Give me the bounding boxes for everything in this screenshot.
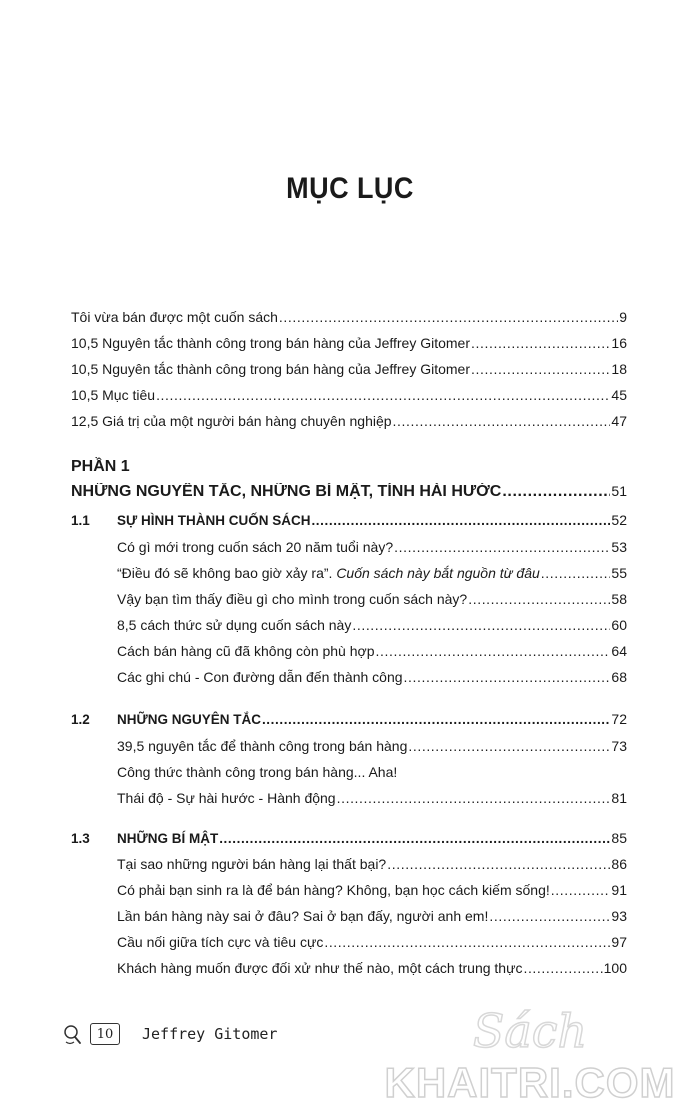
section-number: 1.3 — [71, 831, 90, 846]
part-label: PHẦN 1 — [71, 458, 130, 475]
toc-entry-text: Có gì mới trong cuốn sách 20 năm tuổi này? — [117, 539, 394, 555]
toc-entry[interactable] — [117, 565, 627, 581]
section-page: 72 — [611, 711, 627, 727]
toc-entry-text: Khách hàng muốn được đối xử như thế nào, một cách trung thực — [117, 960, 523, 976]
toc-entry[interactable] — [117, 738, 627, 754]
toc-entry[interactable] — [117, 790, 627, 806]
section-number: 1.1 — [71, 513, 90, 528]
leader-dots — [541, 565, 611, 581]
toc-entry-text: 12,5 Giá trị của một người bán hàng chuyên nghiệp — [71, 413, 392, 429]
watermark-brand: KHAITRI.COM — [384, 1059, 676, 1105]
toc-entry-text: Thái độ - Sự hài hước - Hành động — [117, 790, 336, 806]
toc-entry[interactable] — [71, 335, 627, 351]
toc-entry-text: Vậy bạn tìm thấy điều gì cho mình trong cuốn sách này? — [117, 591, 468, 607]
section-number: 1.2 — [71, 712, 90, 727]
toc-entry-text — [117, 565, 540, 581]
toc-entry-page: 73 — [611, 738, 627, 754]
leader-dots — [337, 790, 611, 806]
toc-entry-text: Cách bán hàng cũ đã không còn phù hợp — [117, 643, 375, 659]
toc-entry-text: 8,5 cách thức sử dụng cuốn sách này — [117, 617, 352, 633]
leader-dots — [219, 831, 610, 846]
toc-entry-page: 86 — [611, 856, 627, 872]
magnifier-swirl-icon — [62, 1022, 84, 1046]
leader-dots — [262, 712, 610, 727]
leader-dots — [408, 738, 610, 754]
toc-entry-text-regular: “Điều đó sẽ không bao giờ xảy ra”. — [117, 565, 333, 581]
toc-entry-page: 18 — [611, 361, 627, 377]
leader-dots — [393, 413, 611, 429]
leader-dots — [502, 483, 610, 501]
watermark-script: Sách — [472, 1004, 588, 1058]
toc-entry-text: Công thức thành công trong bán hàng... Aha! — [117, 764, 398, 780]
section-entry[interactable] — [117, 830, 627, 846]
toc-entry-text: Có phải bạn sinh ra là để bán hàng? Không, bạn học cách kiếm sống! — [117, 882, 550, 898]
toc-entry[interactable] — [117, 591, 627, 607]
leader-dots — [376, 643, 611, 659]
part-title-entry[interactable] — [71, 483, 627, 501]
section-title: NHỮNG BÍ MẬT — [117, 831, 219, 846]
toc-entry-page: 68 — [611, 669, 627, 685]
toc-entry[interactable] — [71, 309, 627, 325]
toc-entry-page: 81 — [611, 790, 627, 806]
page-footer — [62, 1022, 277, 1046]
toc-entry[interactable] — [117, 764, 627, 780]
toc-entry-text: 10,5 Nguyên tắc thành công trong bán hàng của Jeffrey Gitomer — [71, 361, 470, 377]
toc-entry-text: Tại sao những người bán hàng lại thất bại? — [117, 856, 387, 872]
leader-dots — [489, 908, 610, 924]
leader-dots — [311, 513, 610, 528]
toc-entry-page: 100 — [603, 960, 627, 976]
toc-entry[interactable] — [117, 617, 627, 633]
toc-entry-page: 91 — [611, 882, 627, 898]
toc-entry-text: 10,5 Mục tiêu — [71, 387, 156, 403]
toc-entry-text: Các ghi chú - Con đường dẫn đến thành công — [117, 669, 403, 685]
toc-entry-page: 60 — [611, 617, 627, 633]
toc-entry-page: 55 — [611, 565, 627, 581]
toc-entry[interactable] — [117, 669, 627, 685]
part-title: NHỮNG NGUYÊN TẮC, NHỮNG BÍ MẬT, TÍNH HÀI HƯỚC — [71, 483, 502, 500]
leader-dots — [551, 882, 611, 898]
toc-entry-text: 10,5 Nguyên tắc thành công trong bán hàng của Jeffrey Gitomer — [71, 335, 470, 351]
section-page: 52 — [611, 512, 627, 528]
toc-entry-text: Cầu nối giữa tích cực và tiêu cực — [117, 934, 324, 950]
leader-dots — [387, 856, 610, 872]
section-page: 85 — [611, 830, 627, 846]
toc-entry-text: Tôi vừa bán được một cuốn sách — [71, 309, 278, 325]
toc-entry[interactable] — [117, 960, 627, 976]
section-entry[interactable] — [117, 711, 627, 727]
footer-page-number: 10 — [90, 1023, 120, 1045]
section-title: NHỮNG NGUYÊN TẮC — [117, 712, 261, 727]
leader-dots — [523, 960, 602, 976]
leader-dots — [471, 361, 610, 377]
leader-dots — [394, 539, 610, 555]
toc-entry-page: 64 — [611, 643, 627, 659]
toc-entry-text: 39,5 nguyên tắc để thành công trong bán hàng — [117, 738, 408, 754]
leader-dots — [156, 387, 610, 403]
toc-entry-page: 9 — [619, 309, 627, 325]
toc-entry-page: 93 — [611, 908, 627, 924]
section-entry[interactable] — [117, 512, 627, 528]
toc-entry[interactable] — [117, 539, 627, 555]
leader-dots — [324, 934, 610, 950]
toc-entry[interactable] — [117, 643, 627, 659]
toc-entry[interactable] — [71, 387, 627, 403]
toc-entry-page: 47 — [611, 413, 627, 429]
toc-entry[interactable] — [117, 908, 627, 924]
leader-dots — [468, 591, 610, 607]
toc-entry-page: 53 — [611, 539, 627, 555]
toc-entry-page: 58 — [611, 591, 627, 607]
toc-entry[interactable] — [117, 934, 627, 950]
watermark-logo — [380, 995, 680, 1105]
toc-entry-page: 97 — [611, 934, 627, 950]
leader-dots — [471, 335, 610, 351]
toc-entry[interactable] — [117, 856, 627, 872]
leader-dots — [352, 617, 610, 633]
toc-entry[interactable] — [71, 361, 627, 377]
toc-entry-page: 16 — [611, 335, 627, 351]
toc-entry-text: Lần bán hàng này sai ở đâu? Sai ở bạn đấy, người anh em! — [117, 908, 489, 924]
toc-entry[interactable] — [117, 882, 627, 898]
toc-entry-text-italic: Cuốn sách này bắt nguồn từ đâu — [336, 565, 540, 581]
footer-author: Jeffrey Gitomer — [142, 1025, 278, 1043]
leader-dots — [404, 669, 611, 685]
toc-entry[interactable] — [71, 413, 627, 429]
page-title: MỤC LỤC — [286, 172, 414, 205]
toc-entry-page: 45 — [611, 387, 627, 403]
part-page: 51 — [611, 483, 627, 499]
leader-dots — [279, 309, 618, 325]
section-title: SỰ HÌNH THÀNH CUỐN SÁCH — [117, 513, 311, 528]
